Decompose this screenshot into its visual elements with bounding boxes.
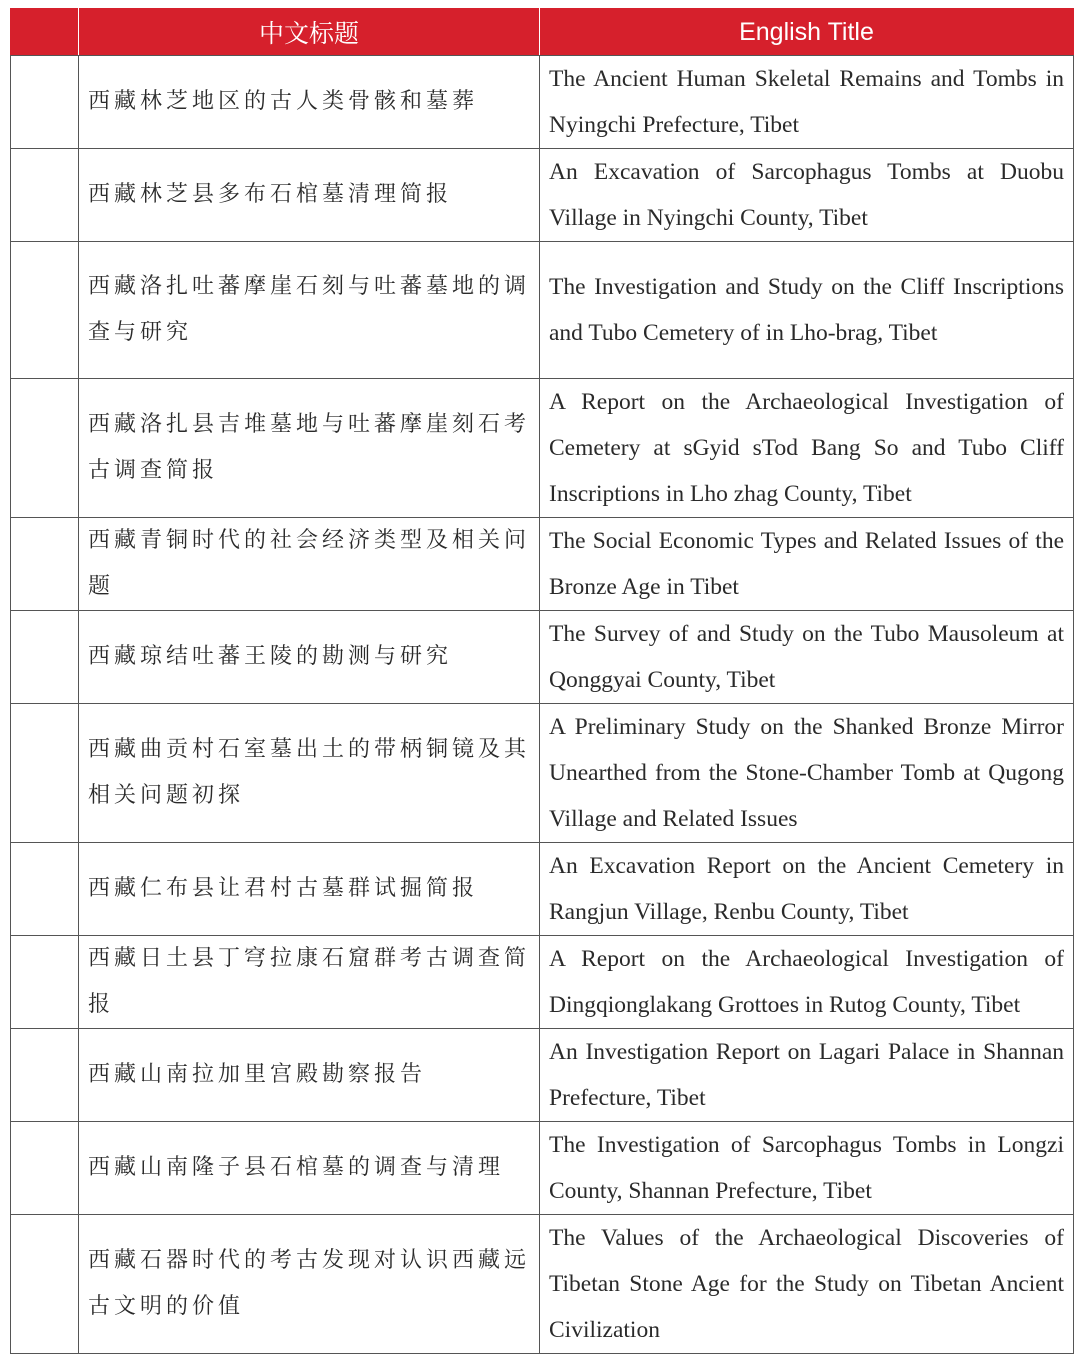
titles-table — [10, 8, 1074, 1354]
english-title-cell: A Preliminary Study on the Shanked Bronze Mirror Unearthed from the Stone-Chamber Tomb at Qugong Village and Related Issues — [540, 704, 1074, 843]
table-row — [11, 242, 1074, 379]
english-title-cell: An Excavation of Sarcophagus Tombs at Duobu Village in Nyingchi County, Tibet — [540, 149, 1074, 242]
table-row — [11, 843, 1074, 936]
header-row — [11, 9, 1074, 56]
table-row — [11, 379, 1074, 518]
english-title-cell: An Excavation Report on the Ancient Cemetery in Rangjun Village, Renbu County, Tibet — [540, 843, 1074, 936]
chinese-title-cell: 西藏仁布县让君村古墓群试掘简报 — [79, 843, 540, 936]
chinese-title-cell: 西藏山南拉加里宫殿勘察报告 — [79, 1029, 540, 1122]
chinese-title-cell: 西藏日土县丁穹拉康石窟群考古调查简报 — [79, 936, 540, 1029]
row-index-cell — [11, 379, 79, 518]
english-title-cell: The Survey of and Study on the Tubo Mausoleum at Qonggyai County, Tibet — [540, 611, 1074, 704]
header-index-cell — [11, 9, 79, 56]
row-index-cell — [11, 518, 79, 611]
row-index-cell — [11, 843, 79, 936]
chinese-title-cell: 西藏山南隆子县石棺墓的调查与清理 — [79, 1122, 540, 1215]
table-row — [11, 1215, 1074, 1354]
row-index-cell — [11, 242, 79, 379]
table-row — [11, 704, 1074, 843]
english-title-cell: A Report on the Archaeological Investigation of Cemetery at sGyid sTod Bang So and Tubo Cliff Inscriptions in Lho zhag County, Tibet — [540, 379, 1074, 518]
chinese-title-cell: 西藏洛扎吐蕃摩崖石刻与吐蕃墓地的调查与研究 — [79, 242, 540, 379]
row-index-cell — [11, 149, 79, 242]
english-title-cell: The Ancient Human Skeletal Remains and Tombs in Nyingchi Prefecture, Tibet — [540, 56, 1074, 149]
row-index-cell — [11, 936, 79, 1029]
chinese-title-cell: 西藏石器时代的考古发现对认识西藏远古文明的价值 — [79, 1215, 540, 1354]
table-row — [11, 1029, 1074, 1122]
chinese-title-cell: 西藏曲贡村石室墓出土的带柄铜镜及其相关问题初探 — [79, 704, 540, 843]
table-row — [11, 936, 1074, 1029]
row-index-cell — [11, 1029, 79, 1122]
english-title-cell: The Investigation and Study on the Cliff Inscriptions and Tubo Cemetery of in Lho-brag, Tibet — [540, 242, 1074, 379]
english-title-cell: The Investigation of Sarcophagus Tombs in Longzi County, Shannan Prefecture, Tibet — [540, 1122, 1074, 1215]
chinese-title-cell: 西藏洛扎县吉堆墓地与吐蕃摩崖刻石考古调查简报 — [79, 379, 540, 518]
row-index-cell — [11, 611, 79, 704]
row-index-cell — [11, 1215, 79, 1354]
chinese-title-cell: 西藏青铜时代的社会经济类型及相关问题 — [79, 518, 540, 611]
row-index-cell — [11, 1122, 79, 1215]
chinese-title-cell: 西藏林芝地区的古人类骨骸和墓葬 — [79, 56, 540, 149]
english-title-cell: A Report on the Archaeological Investigation of Dingqionglakang Grottoes in Rutog County, Tibet — [540, 936, 1074, 1029]
table-row — [11, 56, 1074, 149]
english-title-cell: The Values of the Archaeological Discoveries of Tibetan Stone Age for the Study on Tibetan Ancient Civilization — [540, 1215, 1074, 1354]
header-chinese-title: 中文标题 — [79, 9, 540, 56]
table-row — [11, 149, 1074, 242]
row-index-cell — [11, 56, 79, 149]
english-title-cell: The Social Economic Types and Related Issues of the Bronze Age in Tibet — [540, 518, 1074, 611]
table-row — [11, 1122, 1074, 1215]
chinese-title-cell: 西藏林芝县多布石棺墓清理简报 — [79, 149, 540, 242]
chinese-title-cell: 西藏琼结吐蕃王陵的勘测与研究 — [79, 611, 540, 704]
header-english-title: English Title — [540, 9, 1074, 56]
table-row — [11, 518, 1074, 611]
row-index-cell — [11, 704, 79, 843]
table-row — [11, 611, 1074, 704]
english-title-cell: An Investigation Report on Lagari Palace in Shannan Prefecture, Tibet — [540, 1029, 1074, 1122]
